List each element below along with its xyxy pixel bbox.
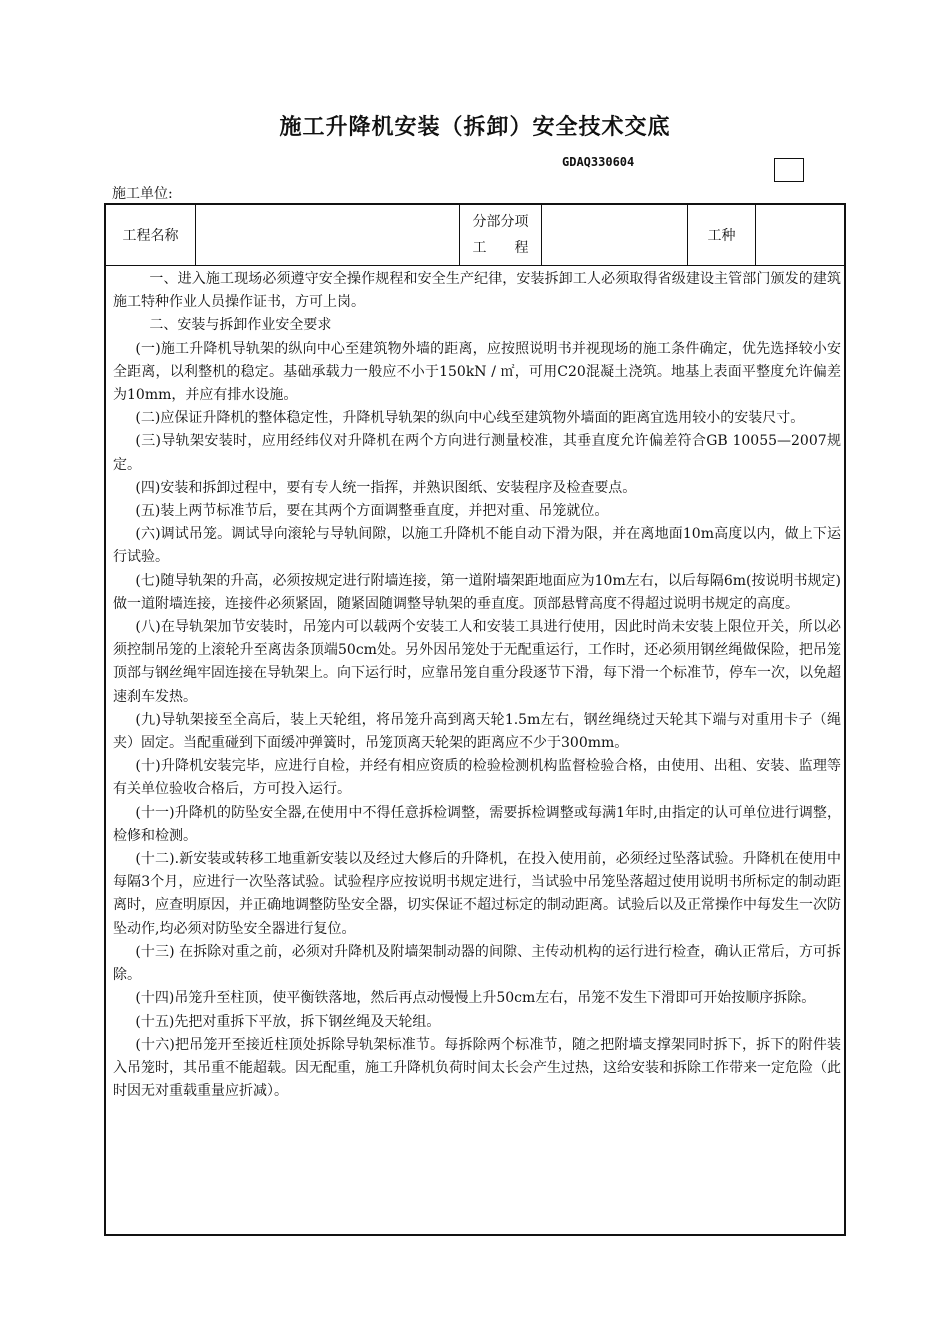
project-name-value[interactable] (196, 205, 460, 265)
paragraph-10: (八)在导轨架加节安装时，吊笼内可以载两个安装工人和安装工具进行使用，因此时尚未安装上限位开关，所以必须控制吊笼的上滚轮升至离齿条顶端50cm处。另外因吊笼处于无配重运行，工作时，还必须用钢丝绳做保险，把吊笼顶部与钢丝绳牢固连接在导轨架上。向下运行时，应靠吊笼自重分段逐节下滑，每下滑一个标准节，停车一次，以免超速刹车发热。 (113, 619, 841, 705)
document-title: 施工升降机安装（拆卸）安全技术交底 (279, 115, 671, 140)
paragraph-18: (十六)把吊笼开至接近柱顶处拆除导轨架标准节。每拆除两个标准节，随之把附墙支撑架同时拆下，拆下的附件装入吊笼时，其吊重不能超载。因无配重，施工升降机负荷时间太长会产生过热，这给安装和拆除工作带来一定危险（此时因无对重载重量应折减）。 (113, 1036, 841, 1100)
construction-unit-label: 施工单位: (112, 186, 173, 202)
paragraph-11: (九)导轨架接至全高后，装上天轮组，将吊笼升高到离天轮1.5m左右，钢丝绳绕过天轮其下端与对重用卡子（绳夹）固定。当配重碰到下面缓冲弹簧时，吊笼顶离天轮架的距离应不少于300mm。 (113, 711, 841, 752)
paragraph-13: (十一)升降机的防坠安全器,在使用中不得任意拆检调整，需要拆检调整或每满1年时,由指定的认可单位进行调整，检修和检测。 (113, 804, 841, 844)
disclosure-table (104, 203, 846, 1236)
paragraph-15: (十三) 在拆除对重之前，必须对升降机及附墙架制动器的间隙、主传动机构的运行进行检查，确认正常后，方可拆除。 (113, 943, 841, 984)
disclosure-content (113, 268, 841, 1103)
paragraph-12: (十)升降机安装完毕，应进行自检，并经有相应资质的检验检测机构监督检验合格，由使用、出租、安装、监理等有关单位验收合格后，方可投入运行。 (113, 758, 841, 798)
paragraph-6: (四)安装和拆卸过程中，要有专人统一指挥，并熟识图纸、安装程序及检查要点。 (135, 479, 637, 496)
trade-value[interactable] (756, 205, 844, 265)
table-header-row (106, 205, 844, 266)
document-code: GDAQ330604 (562, 155, 635, 169)
paragraph-4: (二)应保证升降机的整体稳定性，升降机导轨架的纵向中心线至建筑物外墙面的距离宜选用较小的安装尺寸。 (135, 410, 805, 427)
paragraph-5: (三)导轨架安装时，应用经纬仪对升降机在两个方向进行测量校准，其垂直度允许偏差符合GB 10055—2007规定。 (113, 433, 841, 473)
trade-label: 工种 (688, 205, 756, 265)
paragraph-1: 一、进入施工现场必须遵守安全操作规程和安全生产纪律，安装拆卸工人必须取得省级建设主管部门颁发的建筑施工特种作业人员操作证书，方可上岗。 (113, 271, 841, 311)
paragraph-2: 二、安装与拆卸作业安全要求 (149, 317, 332, 334)
paragraph-7: (五)装上两节标准节后，要在其两个方面调整垂直度，并把对重、吊笼就位。 (135, 503, 609, 520)
paragraph-17: (十五)先把对重拆下平放，拆下钢丝绳及天轮组。 (135, 1013, 441, 1030)
paragraph-3: (一)施工升降机导轨架的纵向中心至建筑物外墙的距离，应按照说明书并视现场的施工条件确定，优先选择较小安全距离，以利整机的稳定。基础承载力一般应不小于150kN / ㎡，可用C20混凝土浇筑。地基上表面平整度允许偏差为10mm，并应有排水设施。 (113, 340, 841, 404)
paragraph-9: (七)随导轨架的升高，必须按规定进行附墙连接，第一道附墙架距地面应为10m左右，以后每隔6m(按说明书规定)做一道附墙连接，连接件必须紧固，随紧固随调整导轨架的垂直度。顶部悬臂高度不得超过说明书规定的高度。 (113, 572, 841, 612)
paragraph-16: (十四)吊笼升至柱顶，使平衡铁落地，然后再点动慢慢上升50cm左右，吊笼不发生下滑即可开始按顺序拆除。 (135, 990, 816, 1007)
checkbox-square (774, 158, 804, 182)
sub-project-label (460, 205, 542, 265)
sub-project-value[interactable] (542, 205, 688, 265)
project-name-label: 工程名称 (106, 205, 196, 265)
paragraph-8: (六)调试吊笼。调试导向滚轮与导轨间隙，以施工升降机不能自动下滑为限，并在离地面10m高度以内，做上下运行试验。 (113, 526, 841, 566)
sub-project-label-line1: 分部分项 (472, 214, 529, 230)
sub-project-label-line2: 工 程 (472, 240, 529, 256)
paragraph-14: (十二).新安装或转移工地重新安装以及经过大修后的升降机，在投入使用前，必须经过坠落试验。升降机在使用中每隔3个月，应进行一次坠落试验。试验程序应按说明书规定进行，当试验中吊笼坠落超过使用说明书所标定的制动距离时，应查明原因，并正确地调整防坠安全器，切实保证不超过标定的制动距离。试验后以及正常操作中每发生一次防坠动作,均必须对防坠安全器进行复位。 (113, 851, 841, 937)
